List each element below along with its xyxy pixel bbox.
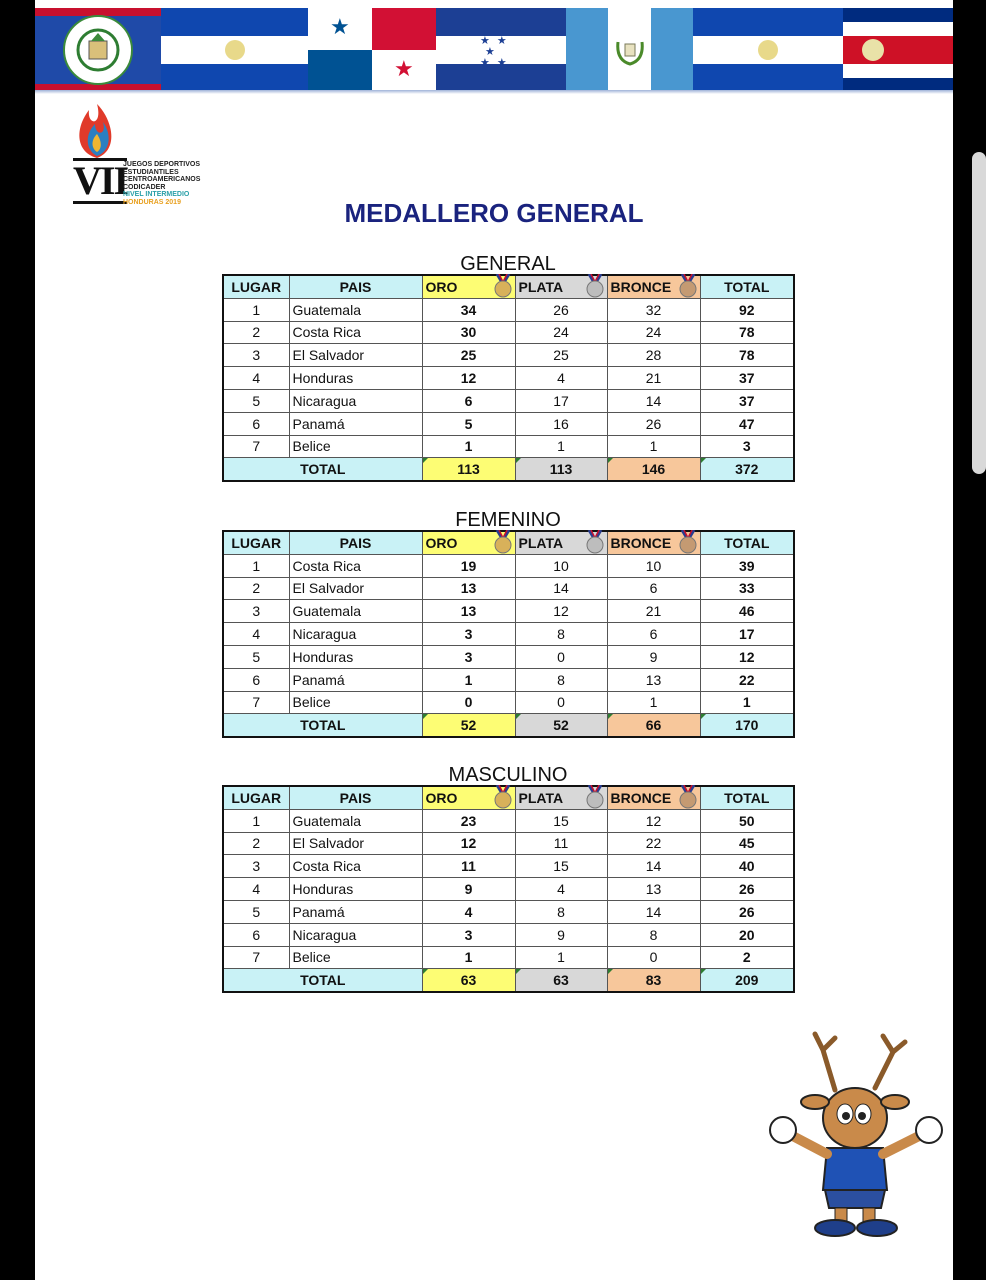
table-cell: 6 — [223, 668, 289, 691]
table-cell: 8 — [515, 668, 607, 691]
medal-icon — [493, 785, 513, 809]
honduras-flag — [436, 8, 566, 92]
costa-rica-flag — [843, 8, 953, 92]
column-header: PAIS — [289, 275, 422, 298]
table-cell: 26 — [607, 412, 700, 435]
table-cell: 1 — [700, 691, 794, 714]
table-cell: Honduras — [289, 878, 422, 901]
table-cell: 3 — [223, 855, 289, 878]
table-cell: 2 — [700, 946, 794, 969]
total-cell: 146 — [607, 458, 700, 481]
table-cell: Belice — [289, 946, 422, 969]
column-header: ORO — [422, 531, 515, 554]
table-cell: 0 — [422, 691, 515, 714]
table-cell: 3 — [223, 600, 289, 623]
medal-icon — [585, 274, 605, 298]
medal-icon — [678, 785, 698, 809]
table-cell: 13 — [607, 668, 700, 691]
el-salvador-flag — [161, 8, 308, 92]
table-cell: 5 — [422, 412, 515, 435]
table-row — [223, 412, 794, 435]
table-cell: 12 — [422, 832, 515, 855]
total-label: TOTAL — [223, 969, 422, 992]
table-header-row — [223, 531, 794, 554]
medal-icon — [678, 530, 698, 554]
table-cell: 3 — [422, 623, 515, 646]
medal-icon — [585, 785, 605, 809]
table-cell: 1 — [422, 668, 515, 691]
table-cell: Belice — [289, 691, 422, 714]
table-cell: 4 — [422, 900, 515, 923]
table-cell: 8 — [607, 923, 700, 946]
table-cell: 34 — [422, 298, 515, 321]
el-salvador-flag-2 — [693, 8, 843, 92]
five-stars-icon: ★ ★ ★ ★ ★ — [480, 35, 509, 69]
table-cell: 9 — [515, 923, 607, 946]
table-cell: 22 — [607, 832, 700, 855]
table-cell: 0 — [515, 645, 607, 668]
table-cell: 13 — [607, 878, 700, 901]
table-cell: 0 — [607, 946, 700, 969]
table-cell: 11 — [515, 832, 607, 855]
table-cell: 6 — [607, 577, 700, 600]
table-row — [223, 344, 794, 367]
table-cell: Guatemala — [289, 600, 422, 623]
table-cell: 1 — [422, 946, 515, 969]
table-title: MASCULINO — [448, 764, 568, 786]
table-cell: 26 — [700, 878, 794, 901]
total-cell: 52 — [422, 714, 515, 737]
medal-icon — [493, 530, 513, 554]
table-cell: 6 — [422, 389, 515, 412]
table-cell: Honduras — [289, 645, 422, 668]
table-cell: 32 — [607, 298, 700, 321]
table-cell: 12 — [422, 367, 515, 390]
table-cell: 16 — [515, 412, 607, 435]
column-header: TOTAL — [700, 531, 794, 554]
table-row — [223, 577, 794, 600]
total-cell: 372 — [700, 458, 794, 481]
column-header: ORO — [422, 275, 515, 298]
table-cell: 1 — [515, 946, 607, 969]
table-cell: 10 — [607, 554, 700, 577]
table-cell: 9 — [422, 878, 515, 901]
table-cell: 28 — [607, 344, 700, 367]
table-row — [223, 809, 794, 832]
table-cell: El Salvador — [289, 577, 422, 600]
table-cell: 12 — [700, 645, 794, 668]
total-label: TOTAL — [223, 714, 422, 737]
table-cell: 12 — [607, 809, 700, 832]
table-cell: Panamá — [289, 412, 422, 435]
total-cell: 209 — [700, 969, 794, 992]
table-cell: 5 — [223, 900, 289, 923]
column-header: BRONCE — [607, 786, 700, 809]
table-cell: 78 — [700, 321, 794, 344]
table-cell: 5 — [223, 389, 289, 412]
table-cell: 3 — [223, 344, 289, 367]
guatemala-flag — [566, 8, 693, 92]
table-row — [223, 321, 794, 344]
table-cell: 25 — [422, 344, 515, 367]
page-title: MEDALLERO GENERAL — [344, 198, 644, 228]
table-cell: 13 — [422, 577, 515, 600]
table-cell: 5 — [223, 645, 289, 668]
table-cell: 1 — [223, 809, 289, 832]
table-cell: 17 — [515, 389, 607, 412]
total-cell: 113 — [515, 458, 607, 481]
blue-star-icon: ★ — [330, 14, 350, 39]
table-cell: Nicaragua — [289, 923, 422, 946]
table-cell: 3 — [700, 435, 794, 458]
table-cell: Nicaragua — [289, 389, 422, 412]
panama-flag — [308, 8, 436, 92]
table-cell: 24 — [607, 321, 700, 344]
total-row — [223, 714, 794, 737]
document-page — [35, 0, 953, 1280]
column-header: LUGAR — [223, 786, 289, 809]
total-cell: 170 — [700, 714, 794, 737]
total-cell: 63 — [422, 969, 515, 992]
table-cell: 78 — [700, 344, 794, 367]
table-cell: 3 — [422, 923, 515, 946]
column-header: BRONCE — [607, 531, 700, 554]
total-cell: 113 — [422, 458, 515, 481]
table-row — [223, 878, 794, 901]
medal-table — [222, 530, 795, 738]
table-cell: 4 — [223, 367, 289, 390]
table-cell: 1 — [515, 435, 607, 458]
table-cell: 4 — [515, 367, 607, 390]
table-cell: 1 — [223, 554, 289, 577]
medal-table — [222, 274, 795, 482]
table-row — [223, 832, 794, 855]
table-cell: 1 — [223, 298, 289, 321]
total-cell: 63 — [515, 969, 607, 992]
table-cell: Guatemala — [289, 298, 422, 321]
table-cell: 17 — [700, 623, 794, 646]
table-cell: 50 — [700, 809, 794, 832]
table-cell: Panamá — [289, 668, 422, 691]
table-cell: 3 — [422, 645, 515, 668]
table-cell: 14 — [607, 389, 700, 412]
table-cell: 15 — [515, 809, 607, 832]
table-row — [223, 435, 794, 458]
table-cell: Belice — [289, 435, 422, 458]
logo-numeral: VII — [73, 158, 128, 203]
column-header: PLATA — [515, 531, 607, 554]
total-cell: 66 — [607, 714, 700, 737]
table-cell: El Salvador — [289, 344, 422, 367]
table-cell: 45 — [700, 832, 794, 855]
table-cell: 1 — [607, 435, 700, 458]
table-row — [223, 855, 794, 878]
banner-divider — [35, 90, 953, 94]
medal-table-1 — [222, 508, 794, 738]
el-salvador-emblem-2 — [758, 40, 778, 60]
table-row — [223, 389, 794, 412]
table-cell: 37 — [700, 367, 794, 390]
column-header: PAIS — [289, 786, 422, 809]
table-row — [223, 900, 794, 923]
column-header: TOTAL — [700, 786, 794, 809]
table-cell: 26 — [700, 900, 794, 923]
total-cell: 83 — [607, 969, 700, 992]
table-row — [223, 298, 794, 321]
guatemala-emblem — [612, 32, 648, 68]
medal-table-0 — [222, 252, 794, 482]
table-cell: 2 — [223, 832, 289, 855]
table-row — [223, 668, 794, 691]
medal-icon — [585, 530, 605, 554]
table-cell: 46 — [700, 600, 794, 623]
table-row — [223, 645, 794, 668]
table-row — [223, 691, 794, 714]
table-cell: 23 — [422, 809, 515, 832]
total-label: TOTAL — [223, 458, 422, 481]
table-cell: 37 — [700, 389, 794, 412]
table-cell: Nicaragua — [289, 623, 422, 646]
table-cell: 9 — [607, 645, 700, 668]
red-star-icon: ★ — [394, 56, 414, 81]
torch-flame-icon — [73, 100, 121, 160]
table-cell: 21 — [607, 600, 700, 623]
column-header: BRONCE — [607, 275, 700, 298]
table-row — [223, 946, 794, 969]
table-cell: 14 — [607, 900, 700, 923]
table-cell: 20 — [700, 923, 794, 946]
table-cell: 47 — [700, 412, 794, 435]
medal-icon — [493, 274, 513, 298]
flags-banner — [35, 8, 953, 92]
belize-coat-of-arms — [63, 15, 133, 85]
table-title: GENERAL — [460, 253, 556, 275]
table-cell: 8 — [515, 900, 607, 923]
table-cell: 6 — [223, 923, 289, 946]
deer-mascot-image — [755, 1030, 953, 1240]
table-header-row — [223, 786, 794, 809]
table-cell: 40 — [700, 855, 794, 878]
total-cell: 52 — [515, 714, 607, 737]
table-cell: Guatemala — [289, 809, 422, 832]
total-row — [223, 458, 794, 481]
costa-rica-emblem — [862, 39, 884, 61]
table-cell: 1 — [422, 435, 515, 458]
table-cell: 25 — [515, 344, 607, 367]
table-cell: 7 — [223, 946, 289, 969]
column-header: LUGAR — [223, 275, 289, 298]
table-cell: Honduras — [289, 367, 422, 390]
scrollbar[interactable] — [972, 152, 986, 474]
medal-table-2 — [222, 763, 794, 993]
table-row — [223, 623, 794, 646]
medal-icon — [678, 274, 698, 298]
table-cell: 2 — [223, 321, 289, 344]
table-cell: 7 — [223, 691, 289, 714]
table-cell: Costa Rica — [289, 855, 422, 878]
total-row — [223, 969, 794, 992]
table-cell: Costa Rica — [289, 554, 422, 577]
table-cell: 21 — [607, 367, 700, 390]
table-row — [223, 923, 794, 946]
column-header: TOTAL — [700, 275, 794, 298]
table-cell: 4 — [515, 878, 607, 901]
table-cell: Panamá — [289, 900, 422, 923]
column-header: PLATA — [515, 786, 607, 809]
table-cell: 33 — [700, 577, 794, 600]
table-cell: 6 — [607, 623, 700, 646]
table-row — [223, 600, 794, 623]
table-cell: 26 — [515, 298, 607, 321]
table-cell: 10 — [515, 554, 607, 577]
column-header: PAIS — [289, 531, 422, 554]
table-cell: 8 — [515, 623, 607, 646]
medal-table — [222, 785, 795, 993]
table-cell: 12 — [515, 600, 607, 623]
table-cell: 7 — [223, 435, 289, 458]
table-row — [223, 554, 794, 577]
table-cell: 4 — [223, 878, 289, 901]
table-title: FEMENINO — [455, 509, 561, 531]
table-cell: 24 — [515, 321, 607, 344]
table-cell: 92 — [700, 298, 794, 321]
column-header: PLATA — [515, 275, 607, 298]
table-cell: 39 — [700, 554, 794, 577]
el-salvador-emblem — [225, 40, 245, 60]
column-header: ORO — [422, 786, 515, 809]
table-cell: 4 — [223, 623, 289, 646]
belize-flag — [35, 8, 161, 92]
table-cell: 0 — [515, 691, 607, 714]
table-cell: 14 — [515, 577, 607, 600]
table-cell: 19 — [422, 554, 515, 577]
table-cell: Costa Rica — [289, 321, 422, 344]
table-cell: 1 — [607, 691, 700, 714]
table-cell: 14 — [607, 855, 700, 878]
logo-text: JUEGOS DEPORTIVOS ESTUDIANTILES CENTROAMERICANOS CODICADER NIVEL INTERMEDIO HONDURAS 2019 — [123, 161, 201, 206]
column-header: LUGAR — [223, 531, 289, 554]
table-cell: 13 — [422, 600, 515, 623]
table-cell: 22 — [700, 668, 794, 691]
table-cell: 6 — [223, 412, 289, 435]
table-header-row — [223, 275, 794, 298]
table-cell: 15 — [515, 855, 607, 878]
table-row — [223, 367, 794, 390]
table-cell: 30 — [422, 321, 515, 344]
table-cell: 11 — [422, 855, 515, 878]
table-cell: El Salvador — [289, 832, 422, 855]
table-cell: 2 — [223, 577, 289, 600]
